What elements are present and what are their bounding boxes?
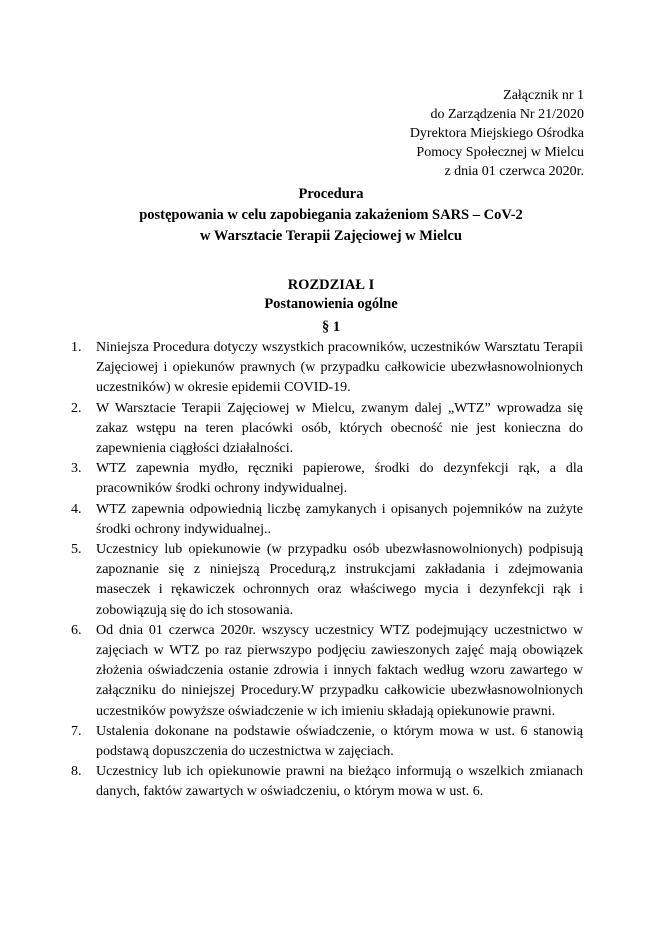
title-line-2: postępowania w celu zapobiegania zakażeniom SARS – CoV-2: [139, 207, 523, 223]
section-symbol: § 1: [321, 319, 341, 335]
item-text: Od dnia 01 czerwca 2020r. wszyscy uczestnicy WTZ podejmujący uczestnictwo w zajęciach w WTZ po raz pierwszypo podjęciu zawieszonych zajęć mają obowiązek złożenia oświadczenia ostanie zdrowia i innych faktach według wzoru zawartego w załączniku do niniejszej Procedury.W przypadku całkowicie ubezwłasnowolnionych uczestników powyższe oświadczenie w ich imieniu składają opiekunowie prawni.: [96, 622, 583, 719]
annex-line: do Zarządzenia Nr 21/2020: [430, 107, 584, 122]
item-number: 7.: [71, 723, 82, 739]
list-item: [71, 500, 583, 540]
list-item: [71, 621, 583, 722]
item-number: 1.: [71, 340, 82, 355]
chapter-heading: [0, 276, 662, 314]
provisions-list: [71, 338, 583, 803]
item-number: 3.: [71, 461, 82, 477]
annex-line: Pomocy Społecznej w Mielcu: [416, 145, 584, 160]
list-item: [71, 722, 583, 762]
item-number: 4.: [71, 501, 82, 517]
item-text: WTZ zapewnia mydło, ręczniki papierowe, środki do dezynfekcji rąk, a dla pracowników środki ochrony indywidualnej.: [96, 461, 583, 497]
list-item: [71, 399, 583, 460]
title-line-1: Procedura: [298, 186, 364, 202]
chapter-number: ROZDZIAŁ I: [287, 277, 375, 293]
item-number: 2.: [71, 400, 82, 416]
chapter-name: Postanowienia ogólne: [264, 296, 398, 312]
item-text: WTZ zapewnia odpowiednią liczbę zamykanych i opisanych pojemników na zużyte środki ochrony indywidualnej..: [96, 501, 583, 537]
item-number: 8.: [71, 764, 82, 780]
item-text: Uczestnicy lub ich opiekunowie prawni na bieżąco informują o wszelkich zmianach danych, faktów zawartych w oświadczeniu, o którym mowa w ust. 6.: [96, 764, 583, 800]
list-item: [71, 338, 583, 399]
list-item: [71, 540, 583, 621]
list-item: [71, 762, 583, 802]
item-text: W Warsztacie Terapii Zajęciowej w Mielcu, zwanym dalej „WTZ” wprowadza się zakaz wstępu na teren placówki osób, których obecność nie jest konieczna do zapewnienia ciągłości działalności.: [96, 400, 583, 457]
annex-line: z dnia 01 czerwca 2020r.: [444, 164, 584, 179]
annex-line: Załącznik nr 1: [503, 88, 584, 103]
item-number: 5.: [71, 542, 82, 558]
title-line-3: w Warsztacie Terapii Zajęciowej w Mielcu: [200, 228, 462, 244]
item-text: Uczestnicy lub opiekunowie (w przypadku osób ubezwłasnowolnionych) podpisują zapoznanie się z niniejszą Procedurą,z instrukcjami zakładania i zdejmowania maseczek i rękawiczek ochronnych oraz właściwego mycia i dezynfekcji rąk i zobowiązują się do ich stosowania.: [96, 542, 583, 618]
list-item: [71, 459, 583, 499]
item-text: Niniejsza Procedura dotyczy wszystkich pracowników, uczestników Warsztatu Terapii Zajęciowej i opiekunów prawnych (w przypadku całkowicie ubezwłasnowolnionych uczestników) w okresie epidemii COVID-19.: [96, 340, 583, 396]
document-title: [0, 184, 662, 247]
annex-line: Dyrektora Miejskiego Ośrodka: [409, 126, 584, 141]
annex-header: [410, 86, 584, 181]
item-text: Ustalenia dokonane na podstawie oświadczenie, o którym mowa w ust. 6 stanowią podstawą dopuszczenia do uczestnictwa w zajęciach.: [96, 723, 583, 760]
item-number: 6.: [71, 622, 82, 638]
